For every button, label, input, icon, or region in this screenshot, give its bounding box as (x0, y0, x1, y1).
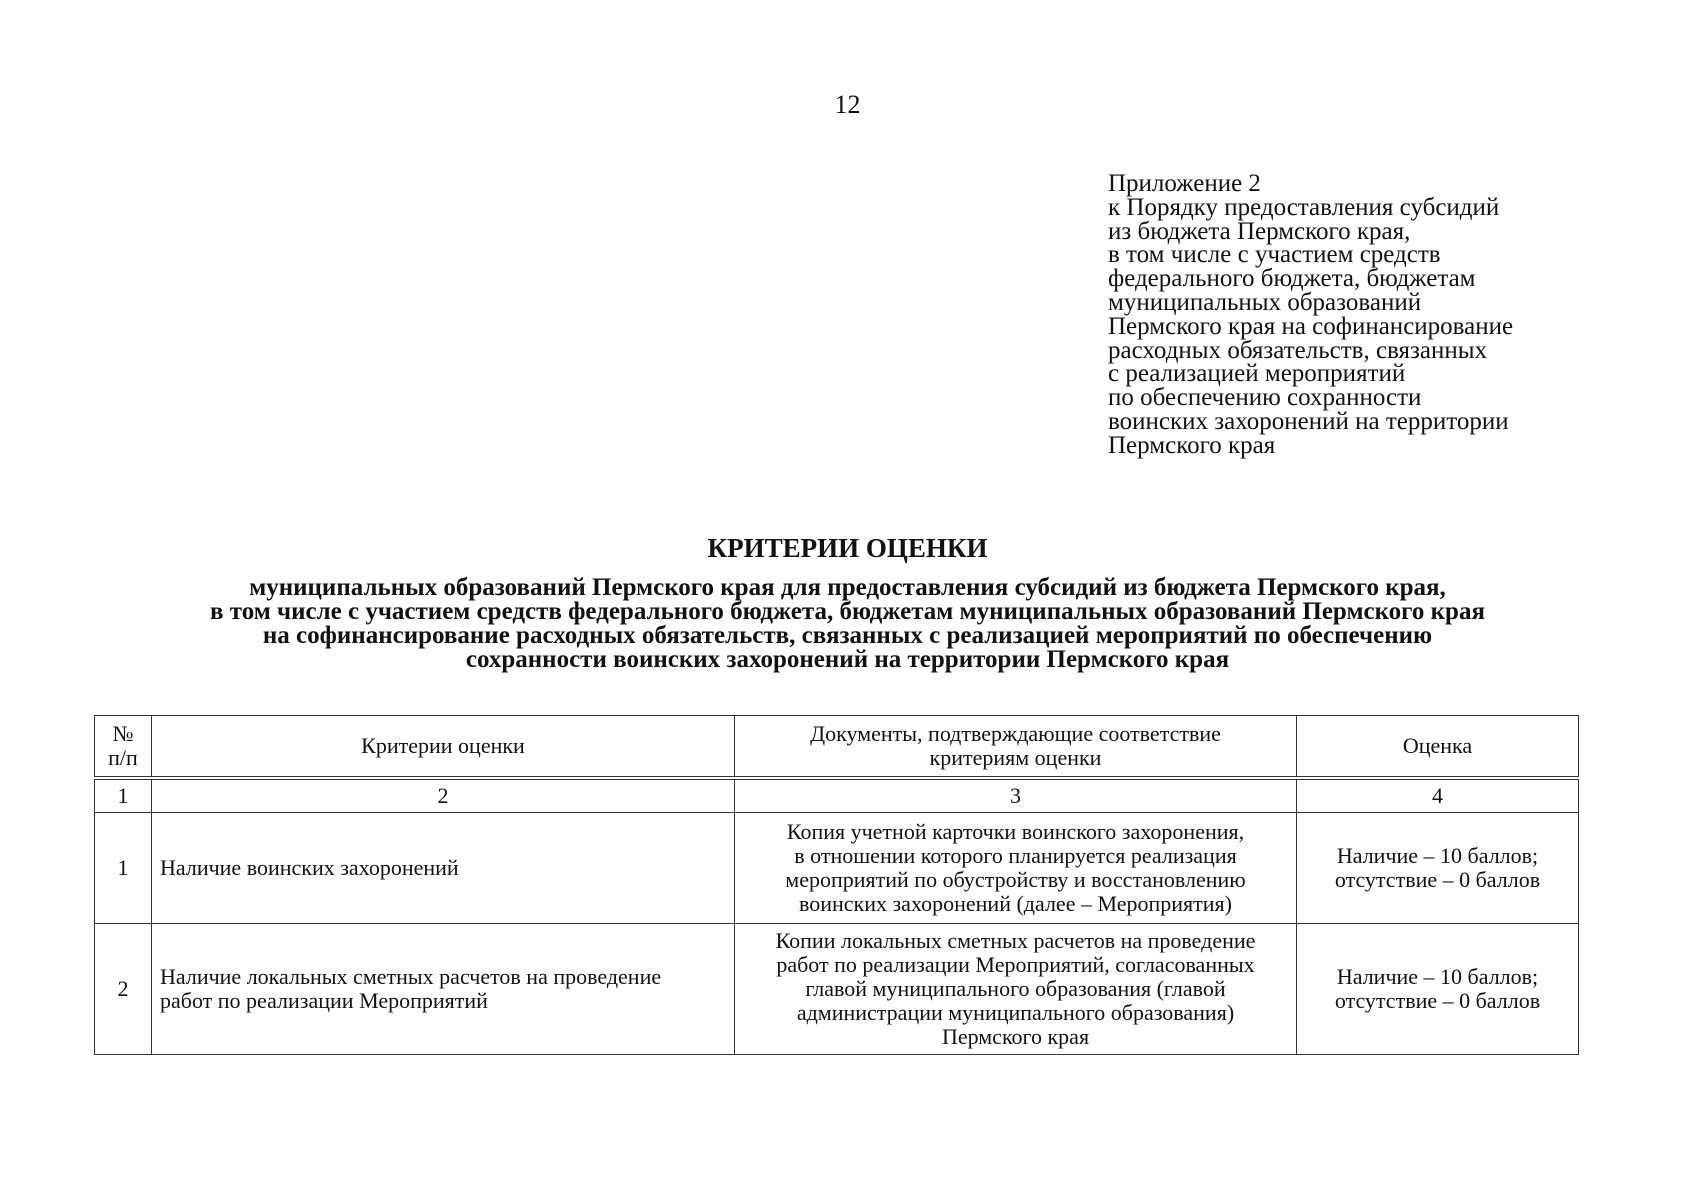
documents-cell (735, 924, 1297, 1055)
score-cell (1297, 924, 1579, 1055)
column-number: 2 (152, 778, 735, 813)
row-number: 2 (95, 924, 152, 1055)
appendix-header (1108, 172, 1513, 458)
appendix-line: муниципальных образований (1108, 288, 1422, 316)
score-line: отсутствие – 0 баллов (1334, 867, 1541, 892)
score-cell (1297, 813, 1579, 924)
appendix-line: по обеспечению сохранности (1108, 384, 1422, 412)
appendix-line: расходных обязательств, связанных (1108, 336, 1488, 364)
subtitle-line: сохранности воинских захоронений на территории Пермского края (465, 646, 1230, 673)
score-line: Наличие – 10 баллов; (1336, 843, 1539, 868)
column-number: 1 (95, 778, 152, 813)
header-num-line: № (112, 721, 134, 746)
documents-line: работ по реализации Мероприятий, согласованных (776, 952, 1255, 977)
table-header-row (95, 716, 1579, 779)
criteria-cell (152, 924, 735, 1055)
header-num-line: п/п (108, 745, 138, 770)
header-documents-line: Документы, подтверждающие соответствие (810, 721, 1221, 746)
documents-line: Копия учетной карточки воинского захоронения, (786, 819, 1245, 844)
page-number: 12 (834, 90, 861, 119)
documents-line: мероприятий по обустройству и восстановлению (785, 867, 1246, 892)
column-number-row (95, 778, 1579, 813)
documents-line: воинских захоронений (далее – Мероприятия) (798, 891, 1232, 916)
criteria-line: работ по реализации Мероприятий (160, 988, 488, 1013)
table-row (95, 813, 1579, 924)
header-documents (735, 716, 1297, 779)
header-documents-line: критериям оценки (929, 745, 1102, 770)
documents-line: Пермского края (941, 1024, 1090, 1049)
subtitle-line: на софинансирование расходных обязательств, связанных с реализацией мероприятий по обеспечению (262, 622, 1433, 649)
appendix-line: Пермского края на софинансирование (1108, 312, 1514, 340)
header-score: Оценка (1297, 716, 1579, 779)
appendix-line: с реализацией мероприятий (1108, 360, 1406, 388)
header-num (95, 716, 152, 779)
criteria-cell (152, 813, 735, 924)
column-number: 4 (1297, 778, 1579, 813)
appendix-line: к Порядку предоставления субсидий (1108, 193, 1500, 221)
column-number: 3 (735, 778, 1297, 813)
documents-cell (735, 813, 1297, 924)
table-row (95, 924, 1579, 1055)
appendix-line: Пермского края (1108, 431, 1276, 459)
documents-line: Копии локальных сметных расчетов на проведение (775, 928, 1256, 953)
appendix-line: в том числе с участием средств (1108, 241, 1441, 269)
document-title: КРИТЕРИИ ОЦЕНКИ (707, 533, 988, 563)
criteria-line: Наличие локальных сметных расчетов на проведение (160, 964, 662, 989)
criteria-table (94, 715, 1579, 1055)
appendix-line: Приложение 2 (1108, 170, 1261, 197)
score-line: отсутствие – 0 баллов (1334, 988, 1541, 1013)
criteria-line: Наличие воинских захоронений (160, 855, 459, 880)
subtitle-line: муниципальных образований Пермского края для предоставления субсидий из бюджета Пермского края, (249, 574, 1446, 601)
documents-line: главой муниципального образования (главой (805, 976, 1226, 1001)
header-criteria: Критерии оценки (152, 716, 735, 779)
appendix-line: федерального бюджета, бюджетам (1108, 265, 1476, 293)
documents-line: в отношении которого планируется реализация (794, 843, 1237, 868)
document-subtitle (0, 576, 1695, 672)
documents-line: администрации муниципального образования) (796, 1000, 1235, 1025)
document-title-block (0, 533, 1695, 672)
row-number: 1 (95, 813, 152, 924)
appendix-line: из бюджета Пермского края, (1108, 217, 1411, 245)
appendix-line: воинских захоронений на территории (1108, 407, 1509, 435)
subtitle-line: в том числе с участием средств федерального бюджета, бюджетам муниципальных образований Пермского края (210, 598, 1485, 625)
score-line: Наличие – 10 баллов; (1336, 964, 1539, 989)
